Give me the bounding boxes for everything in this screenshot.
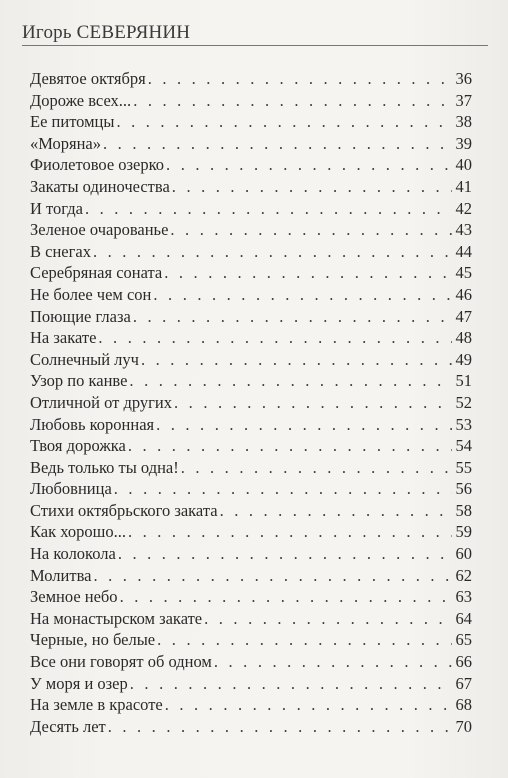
toc-entry-title: На монастырском закате bbox=[30, 608, 203, 628]
toc-entry bbox=[30, 284, 472, 306]
toc-entry-page-number: 38 bbox=[455, 112, 472, 132]
toc-entry-page-number: 64 bbox=[455, 608, 472, 628]
toc-entry bbox=[30, 521, 472, 543]
dot-leader bbox=[166, 154, 452, 176]
toc-entry bbox=[30, 586, 472, 608]
toc-entry-title: Твоя дорожка bbox=[30, 436, 126, 456]
toc-entry-title: Как хорошо... bbox=[30, 522, 126, 542]
toc-entry-page-number: 68 bbox=[455, 695, 472, 715]
toc-entry bbox=[30, 176, 472, 198]
toc-entry bbox=[30, 262, 472, 284]
toc-entry-title: У моря и озер bbox=[30, 673, 128, 693]
toc-entry-page-number: 48 bbox=[455, 328, 472, 348]
dot-leader bbox=[108, 716, 452, 738]
toc-entry-page-number: 44 bbox=[455, 241, 472, 261]
toc-entry bbox=[30, 198, 472, 220]
toc-entry-page-number: 58 bbox=[455, 500, 472, 520]
dot-leader bbox=[148, 68, 452, 90]
dot-leader bbox=[165, 694, 452, 716]
toc-entry bbox=[30, 435, 472, 457]
toc-entry-title: Любовница bbox=[30, 479, 112, 499]
toc-entry bbox=[30, 133, 472, 155]
toc-entry-title: На закате bbox=[30, 328, 97, 348]
running-header: Игорь СЕВЕРЯНИН bbox=[22, 22, 191, 43]
dot-leader bbox=[156, 414, 452, 436]
toc-entry-title: Закаты одиночества bbox=[30, 176, 170, 196]
toc-entry bbox=[30, 349, 472, 371]
toc-entry bbox=[30, 629, 472, 651]
toc-entry-page-number: 36 bbox=[455, 69, 472, 88]
toc-entry-title: Все они говорят об одном bbox=[30, 652, 212, 672]
toc-entry-title: Поющие глаза bbox=[30, 306, 131, 326]
toc-entry-title: Ведь только ты одна! bbox=[30, 457, 179, 477]
dot-leader bbox=[220, 500, 452, 522]
dot-leader bbox=[174, 392, 452, 414]
dot-leader bbox=[130, 673, 452, 695]
toc-entry bbox=[30, 716, 472, 738]
toc-entry-page-number: 53 bbox=[455, 414, 472, 434]
toc-entry-page-number: 62 bbox=[455, 565, 472, 585]
toc-entry-page-number: 60 bbox=[455, 544, 472, 564]
dot-leader bbox=[85, 198, 452, 220]
toc-entry-page-number: 45 bbox=[455, 263, 472, 283]
toc-entry-page-number: 52 bbox=[455, 392, 472, 412]
toc-entry-title: Ее питомцы bbox=[30, 112, 115, 132]
toc-entry bbox=[30, 370, 472, 392]
toc-entry-title: И тогда bbox=[30, 198, 83, 218]
dot-leader bbox=[164, 262, 452, 284]
toc-entry-page-number: 43 bbox=[455, 220, 472, 240]
dot-leader bbox=[93, 565, 452, 587]
dot-leader bbox=[128, 435, 452, 457]
toc-entry bbox=[30, 90, 472, 112]
dot-leader bbox=[116, 111, 452, 133]
toc-entry-title: На колокола bbox=[30, 544, 116, 564]
dot-leader bbox=[141, 349, 452, 371]
toc-entry-page-number: 70 bbox=[455, 716, 472, 736]
toc-entry bbox=[30, 457, 472, 479]
toc-entry-page-number: 56 bbox=[455, 479, 472, 499]
toc-entry-title: На земле в красоте bbox=[30, 695, 163, 715]
toc-entry-title: Отличной от других bbox=[30, 392, 173, 412]
toc-entry-page-number: 41 bbox=[455, 176, 472, 196]
toc-entry-page-number: 54 bbox=[455, 436, 472, 456]
toc-entry-title: «Моряна» bbox=[30, 133, 102, 153]
toc-entry bbox=[30, 219, 472, 241]
dot-leader bbox=[98, 327, 452, 349]
toc-entry-page-number: 67 bbox=[455, 673, 472, 693]
dot-leader bbox=[129, 370, 452, 392]
dot-leader bbox=[103, 133, 452, 155]
toc-entry-title: Серебряная соната bbox=[30, 263, 163, 283]
dot-leader bbox=[181, 457, 452, 479]
dot-leader bbox=[114, 478, 452, 500]
toc-entry bbox=[30, 651, 472, 673]
toc-entry bbox=[30, 306, 472, 328]
toc-entry-title: Фиолетовое озерко bbox=[30, 155, 165, 175]
toc-entry-page-number: 40 bbox=[455, 155, 472, 175]
toc-entry bbox=[30, 68, 472, 90]
toc-entry bbox=[30, 608, 472, 630]
toc-entry-page-number: 39 bbox=[455, 133, 472, 153]
toc-entry bbox=[30, 500, 472, 522]
toc-entry bbox=[30, 478, 472, 500]
dot-leader bbox=[120, 586, 452, 608]
toc-entry-page-number: 59 bbox=[455, 522, 472, 542]
toc-entry-title: Любовь коронная bbox=[30, 414, 155, 434]
dot-leader bbox=[128, 521, 452, 543]
toc-entry bbox=[30, 543, 472, 565]
toc-entry bbox=[30, 565, 472, 587]
dot-leader bbox=[93, 241, 452, 263]
toc-entry bbox=[30, 673, 472, 695]
toc-entry-title: Молитва bbox=[30, 565, 92, 585]
dot-leader bbox=[157, 629, 452, 651]
dot-leader bbox=[153, 284, 452, 306]
toc-entry-title: Черные, но белые bbox=[30, 630, 156, 650]
toc-entry-title: Дороже всех... bbox=[30, 90, 132, 110]
toc-entry-page-number: 49 bbox=[455, 349, 472, 369]
dot-leader bbox=[172, 176, 452, 198]
toc-entry-title: Не более чем сон bbox=[30, 284, 152, 304]
toc-entry-page-number: 55 bbox=[455, 457, 472, 477]
toc-entry bbox=[30, 414, 472, 436]
toc-entry-title: Земное небо bbox=[30, 587, 118, 607]
dot-leader bbox=[133, 306, 452, 328]
toc-entry bbox=[30, 111, 472, 133]
dot-leader bbox=[118, 543, 452, 565]
toc-entry-title: Солнечный луч bbox=[30, 349, 139, 369]
dot-leader bbox=[170, 219, 452, 241]
toc-entry-page-number: 63 bbox=[455, 587, 472, 607]
toc-entry-page-number: 65 bbox=[455, 630, 472, 650]
toc-entry-title: Десять лет bbox=[30, 716, 106, 736]
toc-entry-title: В снегах bbox=[30, 241, 91, 261]
toc-entry bbox=[30, 694, 472, 716]
toc-entry bbox=[30, 392, 472, 414]
toc-entry-page-number: 47 bbox=[455, 306, 472, 326]
toc-entry-page-number: 37 bbox=[455, 90, 472, 110]
table-of-contents bbox=[30, 68, 472, 737]
header-rule bbox=[22, 45, 488, 46]
dot-leader bbox=[133, 90, 452, 112]
toc-entry-page-number: 46 bbox=[455, 284, 472, 304]
toc-entry-page-number: 51 bbox=[455, 371, 472, 391]
toc-entry-page-number: 42 bbox=[455, 198, 472, 218]
toc-entry-title: Стихи октябрьского заката bbox=[30, 500, 218, 520]
toc-entry-title: Узор по канве bbox=[30, 371, 128, 391]
toc-entry bbox=[30, 327, 472, 349]
dot-leader bbox=[204, 608, 452, 630]
toc-entry-title: Девятое октября bbox=[30, 69, 146, 88]
toc-entry bbox=[30, 241, 472, 263]
dot-leader bbox=[214, 651, 452, 673]
toc-entry bbox=[30, 154, 472, 176]
toc-entry-page-number: 66 bbox=[455, 652, 472, 672]
toc-entry-title: Зеленое очарованье bbox=[30, 220, 169, 240]
